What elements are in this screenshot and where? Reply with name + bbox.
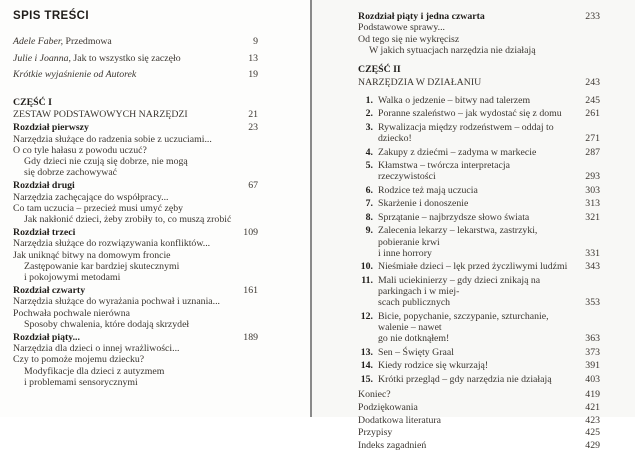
chapter-subtitle: Pochwała pochwale nierówna	[13, 307, 130, 319]
item-label: scach publicznych	[378, 297, 451, 309]
page-number: 363	[585, 333, 600, 345]
chapter-subtitle: Gdy dzieci nie czują się dobrze, nie mogą	[24, 156, 188, 168]
chapter-5	[13, 332, 258, 388]
chapter-subtitle: Narzędzia dla dzieci o innej wrażliwości...	[13, 342, 180, 354]
toc-entry	[358, 402, 600, 413]
page-number: 19	[248, 69, 258, 81]
item-number: 4.	[365, 146, 373, 158]
item-label: Kiedy rodzice się wkurzają!	[378, 360, 489, 372]
page-number: 391	[585, 360, 600, 372]
item-label: Skarżenie i donoszenie	[378, 198, 469, 210]
entry-label: Przypisy	[358, 427, 393, 439]
item-number: 10.	[360, 261, 373, 273]
item-label: Krótki przegląd – gdy narzędzia nie działają	[378, 373, 552, 385]
toc-item	[358, 212, 600, 223]
toc-entry	[13, 109, 258, 120]
toc-entry	[358, 389, 600, 400]
part-2	[358, 64, 600, 88]
item-number: 11.	[361, 274, 373, 286]
page-number: 303	[585, 184, 600, 196]
page-number: 271	[585, 133, 600, 145]
chapter-subtitle: Narzędzia służące do radzenia sobie z uczuciami...	[13, 133, 212, 145]
item-label: Nieśmiałe dzieci – lęk przed życzliwymi ludźmi	[378, 261, 568, 273]
left-page	[0, 0, 310, 417]
page-number: 261	[585, 108, 600, 120]
part-name: NARZĘDZIA W DZIAŁANIU	[358, 76, 482, 88]
page-number: 343	[585, 261, 600, 273]
page-number: 331	[585, 247, 600, 259]
page-number: 109	[243, 226, 258, 238]
item-number: 14.	[360, 360, 373, 372]
chapter-title: Rozdział trzeci	[13, 226, 76, 238]
entry-label: Krótkie wyjaśnienie od Autorek	[13, 69, 137, 81]
front-matter	[13, 36, 258, 81]
item-number: 8.	[365, 211, 373, 223]
item-label: Poranne szaleństwo – jak wydostać się z domu	[378, 108, 562, 120]
item-label: Zalecenia lekarzy – lekarstwa, zastrzyki, pobieranie krwi	[378, 225, 538, 248]
chapter-subtitle: Narzędzia zachęcające do współpracy...	[13, 191, 169, 203]
chapter-title: Rozdział pierwszy	[13, 122, 89, 134]
toc-item	[358, 311, 600, 345]
page-number: 423	[585, 414, 600, 426]
toc-entry	[358, 77, 600, 88]
item-number: 15.	[360, 373, 373, 385]
page-number: 313	[585, 198, 600, 210]
entry-author: Adele Faber,	[13, 36, 64, 47]
page-number: 243	[585, 76, 600, 88]
chapter-3	[13, 227, 258, 283]
page-number: 353	[585, 297, 600, 309]
page-number: 425	[585, 427, 600, 439]
entry-label: Podziękowania	[358, 401, 418, 413]
page-number: 419	[585, 389, 600, 401]
chapter-subtitle: Jak nakłonić dzieci, żeby zrobiły to, co muszą zrobić	[24, 214, 232, 226]
page-number: 421	[585, 401, 600, 413]
item-number: 3.	[365, 121, 373, 133]
item-label: Bicie, popychanie, szczypanie, szturchanie, walenie – nawet	[378, 310, 549, 334]
item-label: Sprzątanie – najbrzydsze słowo świata	[378, 211, 530, 223]
chapter-title: Rozdział piąty...	[13, 331, 80, 343]
page-number: 9	[253, 36, 258, 47]
chapter-subtitle: i problemami sensorycznymi	[24, 376, 138, 388]
entry-label: Indeks zagadnień	[358, 439, 427, 451]
toc-item	[358, 160, 600, 183]
toc-item	[358, 347, 600, 358]
item-number: 13.	[360, 346, 373, 358]
chapter-subtitle: Od tego się nie wykręcisz	[358, 33, 460, 45]
page-number: 13	[248, 52, 258, 64]
entry-label: Przedmowa	[63, 36, 112, 47]
chapter-subtitle: Podstawowe sprawy...	[358, 22, 445, 34]
item-label: Sen – Święty Graal	[378, 346, 454, 358]
chapter-subtitle: Co tam uczucia – przecież musi umyć zęby	[13, 202, 184, 214]
item-label: i inne horrory	[378, 247, 432, 259]
page-number: 233	[585, 11, 600, 22]
toc-entry	[13, 53, 258, 64]
toc-entry	[13, 69, 258, 80]
page-number: 21	[248, 109, 258, 121]
chapter-subtitle: się dobrze zachowywać	[24, 167, 118, 179]
chapter-5-and-quarter	[358, 11, 600, 56]
item-label: Rywalizacja między rodzeństwem – oddaj to dziecko!	[378, 121, 554, 145]
chapter-subtitle: Jak uniknąć bitwy na domowym froncie	[13, 249, 171, 261]
item-number: 9.	[365, 225, 373, 237]
part-label: CZĘŚĆ II	[358, 64, 401, 76]
chapter-subtitle: Modyfikacje dla dzieci z autyzmem	[24, 365, 165, 377]
part-1	[13, 97, 258, 121]
chapter-title: Rozdział czwarty	[13, 284, 86, 296]
toc-item	[358, 198, 600, 209]
part-name: ZESTAW PODSTAWOWYCH NARZĘDZI	[13, 109, 188, 121]
toc-title: SPIS TREŚCI	[13, 10, 89, 22]
right-page	[312, 0, 635, 451]
toc-item	[358, 122, 600, 145]
entry-label: Dodatkowa literatura	[358, 414, 441, 426]
entry-label: Jak to wszystko się zaczęło	[70, 52, 181, 64]
item-label: Zakupy z dziećmi – zadyma w markecie	[378, 146, 537, 158]
page-number: 189	[243, 331, 258, 343]
chapter-subtitle: Narzędzia służące do rozwiązywania konfliktów...	[13, 238, 211, 250]
item-label: Kłamstwa – twórcza interpretacja rzeczywistości	[378, 160, 510, 183]
chapter-subtitle: Narzędzia służące do wyrażania pochwał i uznania...	[13, 296, 220, 308]
chapter-subtitle: O co tyle hałasu z powodu uczuć?	[13, 144, 147, 156]
item-label: Mali uciekinierzy – gdy dzieci znikają na parkingach i w miej-	[378, 274, 541, 298]
toc-item	[358, 95, 600, 106]
chapter-title: Rozdział piąty i jedna czwarta	[358, 11, 485, 22]
chapter-1	[13, 122, 258, 178]
toc-item	[358, 360, 600, 371]
toc-item	[358, 374, 600, 385]
page-number: 429	[585, 439, 600, 451]
toc-entry	[358, 440, 600, 451]
page-number: 373	[585, 346, 600, 358]
entry-label: Koniec?	[358, 389, 391, 401]
toc-item	[358, 275, 600, 309]
numbered-entries	[358, 95, 600, 385]
page-number: 245	[585, 94, 600, 106]
page-number: 161	[243, 284, 258, 296]
chapter-subtitle: Czy to pomoże mojemu dziecku?	[13, 354, 145, 366]
item-number: 5.	[365, 160, 373, 172]
item-number: 7.	[365, 198, 373, 210]
chapter-2	[13, 180, 258, 225]
chapter-subtitle: Sposoby chwalenia, które dodają skrzydeł	[24, 318, 190, 330]
toc-item	[358, 225, 600, 259]
chapter-4	[13, 285, 258, 330]
chapter-title: Rozdział drugi	[13, 180, 75, 192]
toc-item	[358, 185, 600, 196]
item-label: Walka o jedzenie – bitwy nad talerzem	[378, 94, 531, 106]
chapter-subtitle: i pokojowymi metodami	[24, 272, 121, 284]
toc-entry	[358, 415, 600, 426]
page-number: 23	[248, 122, 258, 134]
item-number: 12.	[360, 310, 373, 322]
item-number: 1.	[365, 94, 373, 106]
item-number: 2.	[365, 108, 373, 120]
page-number: 293	[585, 171, 600, 183]
part-label: CZĘŚĆ I	[13, 96, 52, 108]
toc-item	[358, 261, 600, 272]
back-matter	[358, 389, 600, 451]
entry-author: Julie i Joanna,	[13, 52, 71, 64]
page-number: 287	[585, 146, 600, 158]
item-number: 6.	[365, 184, 373, 196]
toc-entry	[358, 427, 600, 438]
toc-entry	[13, 36, 258, 47]
item-label: go nie dotknąłem!	[378, 333, 450, 345]
chapter-subtitle: Zastępowanie kar bardziej skutecznymi	[24, 260, 180, 272]
page-number: 67	[248, 180, 258, 192]
chapter-subtitle: W jakich sytuacjach narzędzia nie działają	[369, 44, 536, 56]
item-label: Rodzice też mają uczucia	[378, 184, 478, 196]
toc-item	[358, 147, 600, 158]
page-number: 321	[585, 211, 600, 223]
toc-item	[358, 108, 600, 119]
page-number: 403	[585, 373, 600, 385]
